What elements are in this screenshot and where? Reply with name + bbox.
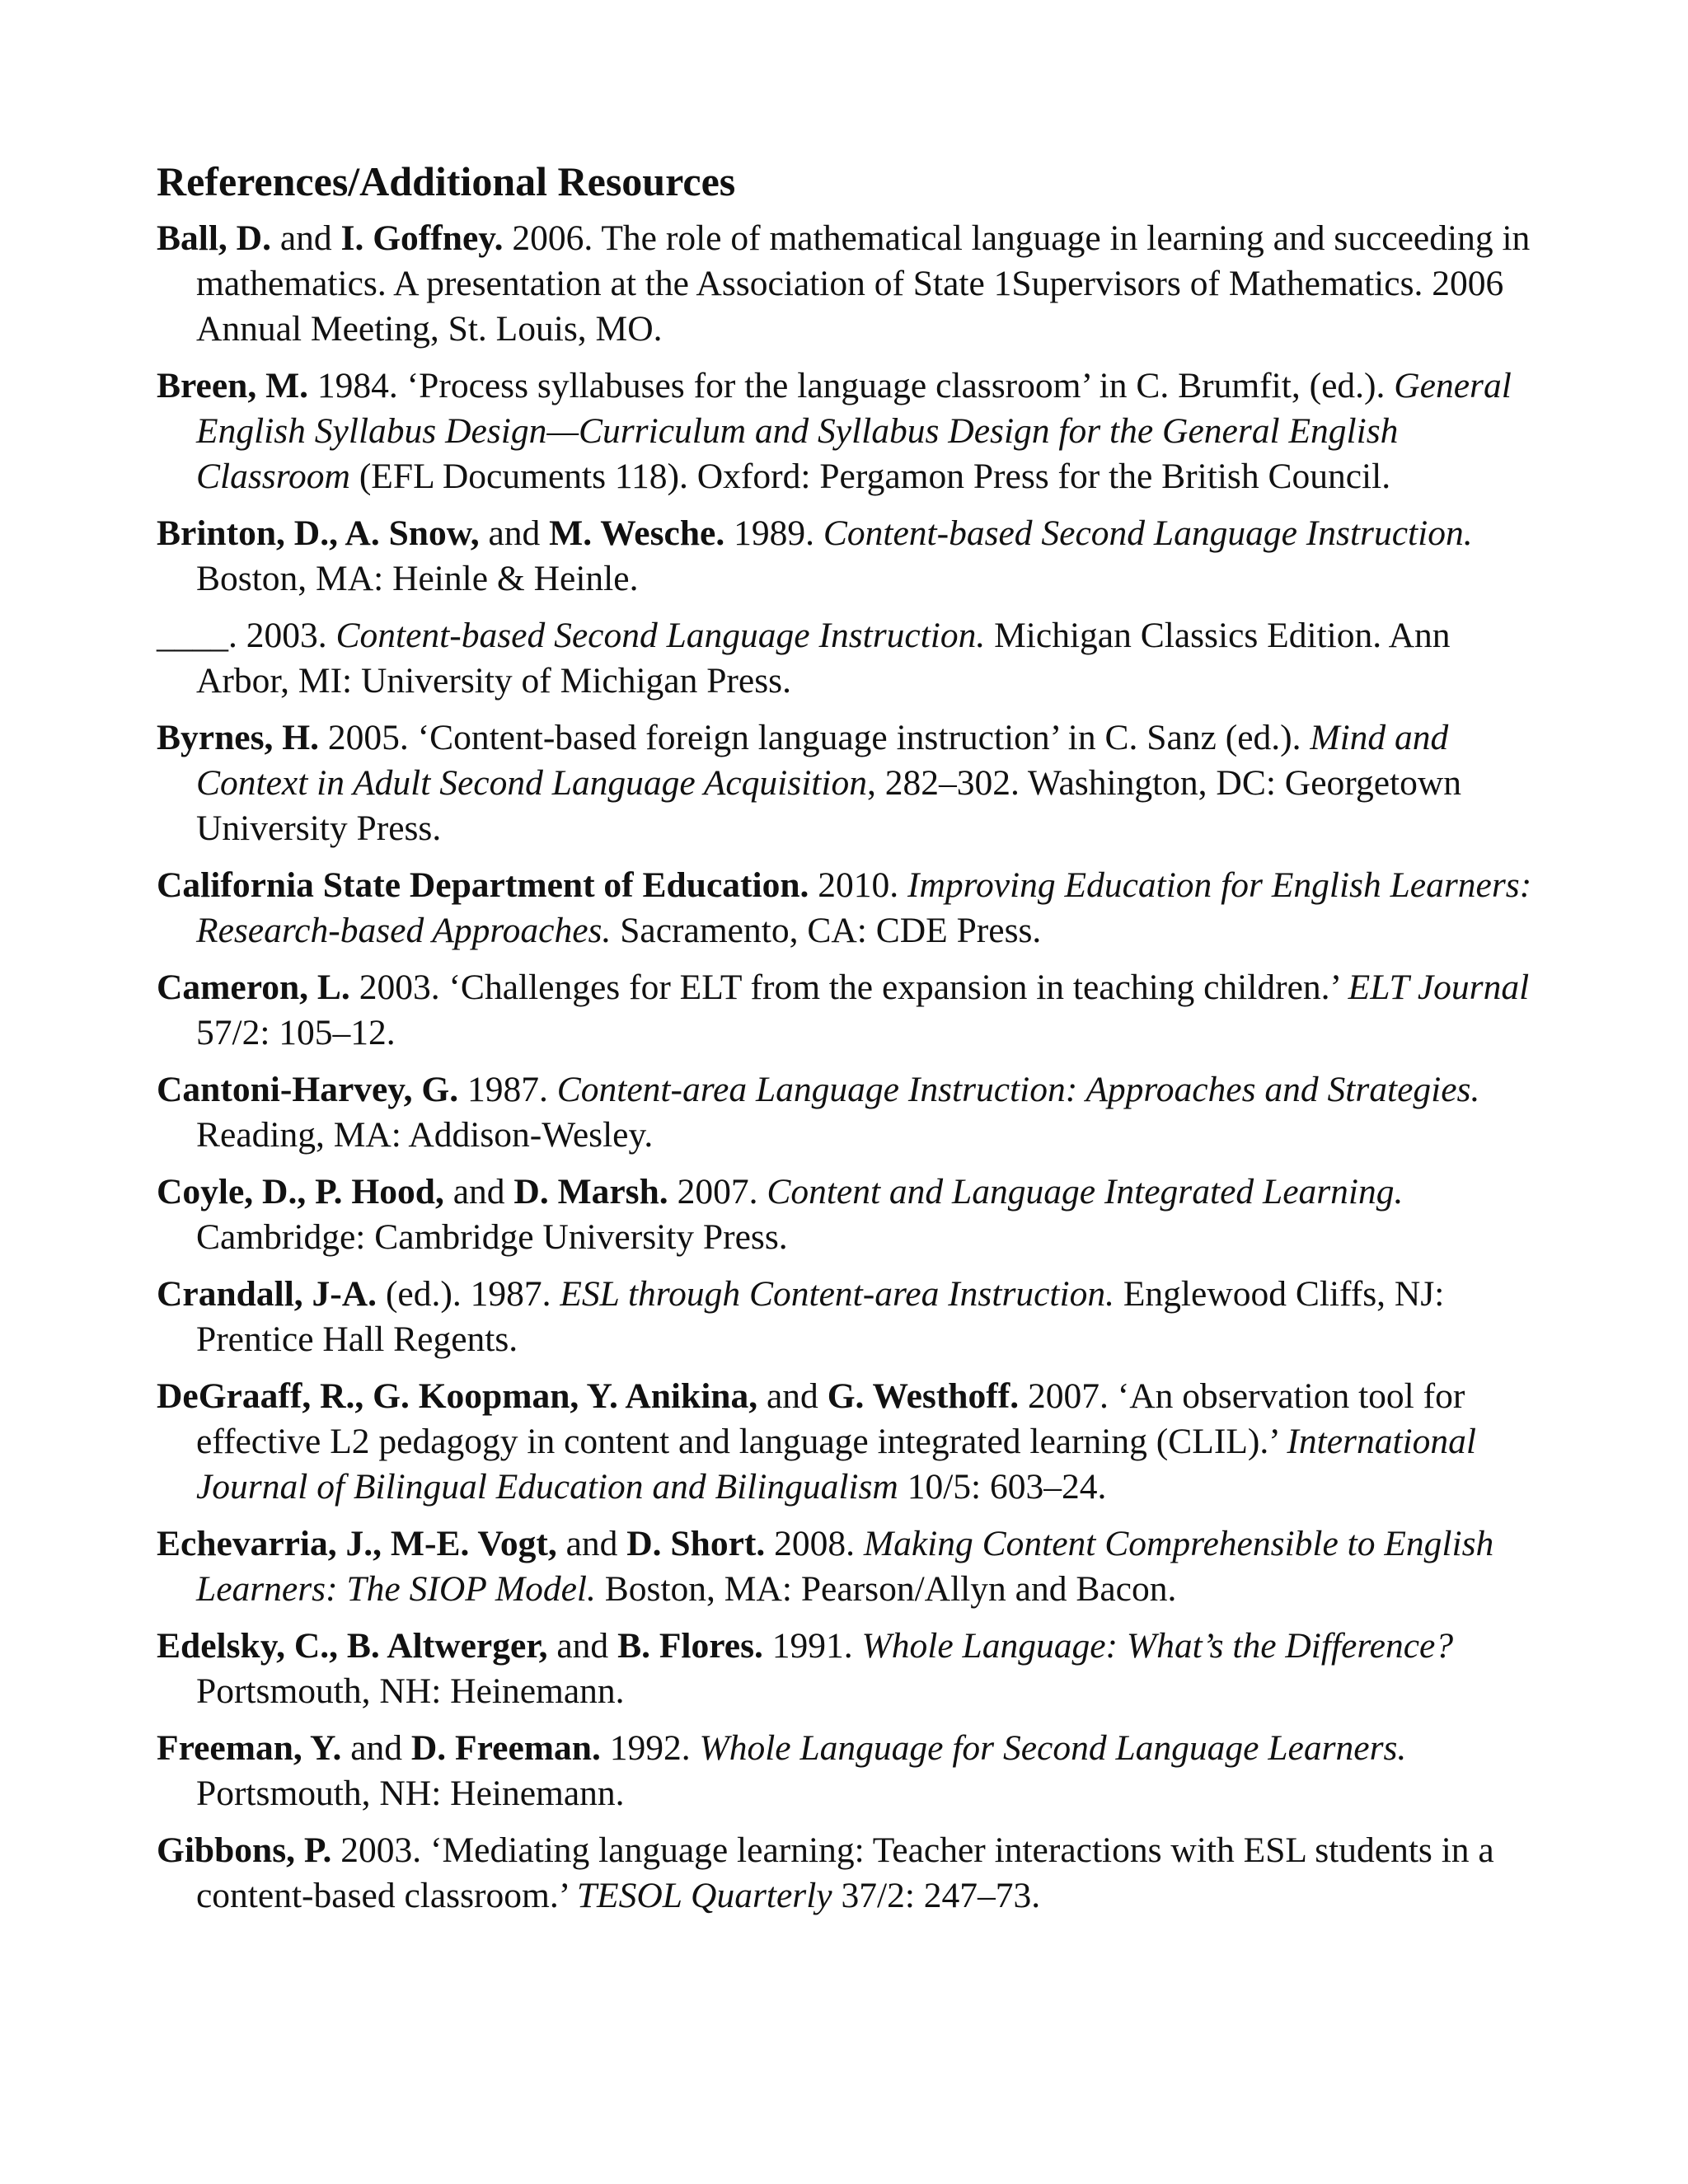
reference-entry [157,715,1541,851]
reference-entry [157,965,1541,1056]
reference-title: International Journal of Bilingual Education and Bilingualism [196,1422,1476,1507]
reference-entry [157,511,1541,602]
reference-author: G. Westhoff. [827,1376,1020,1416]
reference-text: 10/5: 603–24. [898,1467,1107,1507]
reference-text: 2006. The role of mathematical language in learning and succeeding in mathematics. A presentation at the Association of State 1Supervisors of Mathematics. 2006 Annual Meeting, St. Louis, MO. [196,218,1531,349]
reference-text: 1984. ‘Process syllabuses for the language classroom’ in C. Brumfit, (ed.). [308,366,1395,405]
reference-text: and [341,1728,411,1768]
reference-author: Edelsky, C., B. Altwerger, [157,1626,548,1666]
reference-entry [157,363,1541,499]
reference-entry [157,863,1541,954]
reference-text: Michigan Classics Edition. Ann Arbor, MI: University of Michigan Press. [196,616,1451,701]
reference-title: Content-based Second Language Instruction. [823,513,1473,553]
reference-author: Brinton, D., A. Snow, [157,513,480,553]
reference-author: Coyle, D., P. Hood, [157,1172,444,1212]
reference-text: 2007. ‘An observation tool for effective L2 pedagogy in content and language integrated learning (CLIL).’ [196,1376,1465,1461]
reference-text: 1991. [762,1626,862,1666]
reference-title: Content-based Second Language Instruction. [335,616,986,655]
reference-author: DeGraaff, R., G. Koopman, Y. Anikina, [157,1376,758,1416]
reference-text: 2003. ‘Challenges for ELT from the expansion in teaching children.’ [349,968,1348,1007]
reference-entry [157,216,1541,352]
reference-author: Gibbons, P. [157,1830,332,1870]
reference-entry [157,1272,1541,1362]
reference-title: Mind and Context in Adult Second Language Acquisition [196,718,1449,803]
reference-text: and [556,1524,627,1563]
reference-author: Breen, M. [157,366,309,405]
reference-author: I. Goffney. [340,218,504,258]
reference-text: 2008. [765,1524,864,1563]
reference-entry [157,1828,1541,1919]
reference-author: California State Department of Education. [157,865,809,905]
reference-text: and [547,1626,618,1666]
reference-text: and [479,513,550,553]
reference-entry [157,1169,1541,1260]
reference-text: Portsmouth, NH: Heinemann. [196,1774,625,1813]
reference-author: B. Flores. [617,1626,763,1666]
reference-text: 2003. ‘Mediating language learning: Teacher interactions with ESL students in a content-based classroom.’ [196,1830,1494,1915]
reference-text: Sacramento, CA: CDE Press. [611,911,1042,950]
reference-title: Content-area Language Instruction: Approaches and Strategies. [556,1070,1480,1109]
reference-entry [157,613,1541,704]
reference-title: Whole Language: What’s the Difference? [861,1626,1454,1666]
reference-text: Englewood Cliffs, NJ: Prentice Hall Regents. [196,1274,1445,1359]
reference-text: and [270,218,341,258]
reference-author: Freeman, Y. [157,1728,342,1768]
reference-text: and [443,1172,514,1212]
reference-text: 2005. ‘Content-based foreign language instruction’ in C. Sanz (ed.). [318,718,1311,757]
reference-entry [157,1521,1541,1612]
reference-text: 2010. [809,865,908,905]
reference-list [157,216,1541,1919]
reference-author: Ball, D. [157,218,271,258]
page-title: References/Additional Resources [157,158,736,204]
reference-entry [157,1374,1541,1510]
reference-text: Portsmouth, NH: Heinemann. [196,1671,625,1711]
reference-author: M. Wesche. [549,513,725,553]
reference-title: Making Content Comprehensible to English Learners: The SIOP Model. [196,1524,1494,1609]
reference-title: ESL through Content-area Instruction. [560,1274,1114,1314]
reference-title: Improving Education for English Learners: Research-based Approaches. [196,865,1532,950]
reference-author: Crandall, J-A. [157,1274,377,1314]
reference-title: TESOL Quarterly [576,1876,832,1915]
reference-text: Boston, MA: Pearson/Allyn and Bacon. [595,1569,1177,1609]
reference-text: 37/2: 247–73. [832,1876,1041,1915]
reference-title: ELT Journal [1348,968,1530,1007]
reference-entry [157,1624,1541,1714]
reference-text: ____. 2003. [157,616,336,655]
reference-author: D. Freeman. [410,1728,601,1768]
reference-author: D. Short. [626,1524,766,1563]
reference-title: Content and Language Integrated Learning. [767,1172,1404,1212]
reference-entry [157,1067,1541,1158]
reference-text: Reading, MA: Addison-Wesley. [196,1115,654,1155]
reference-text: 57/2: 105–12. [196,1013,396,1052]
reference-text: 1992. [600,1728,700,1768]
reference-author: Cameron, L. [157,968,350,1007]
reference-author: Byrnes, H. [157,718,319,757]
reference-text: 1987. [458,1070,557,1109]
reference-text: Boston, MA: Heinle & Heinle. [196,559,639,598]
reference-text: , 282–302. Washington, DC: Georgetown University Press. [196,763,1462,848]
reference-text: 2007. [668,1172,767,1212]
reference-text: (ed.). 1987. [377,1274,560,1314]
reference-title: General English Syllabus Design—Curriculum and Syllabus Design for the General English Classroom [196,366,1512,496]
reference-author: Echevarria, J., M-E. Vogt, [157,1524,557,1563]
reference-text: and [757,1376,828,1416]
reference-text: Cambridge: Cambridge University Press. [196,1217,788,1257]
reference-entry [157,1726,1541,1816]
reference-title: Whole Language for Second Language Learners. [699,1728,1407,1768]
references-page [157,157,1541,1930]
reference-text: (EFL Documents 118). Oxford: Pergamon Press for the British Council. [349,457,1391,496]
reference-author: D. Marsh. [513,1172,668,1212]
reference-author: Cantoni-Harvey, G. [157,1070,459,1109]
reference-text: 1989. [724,513,823,553]
